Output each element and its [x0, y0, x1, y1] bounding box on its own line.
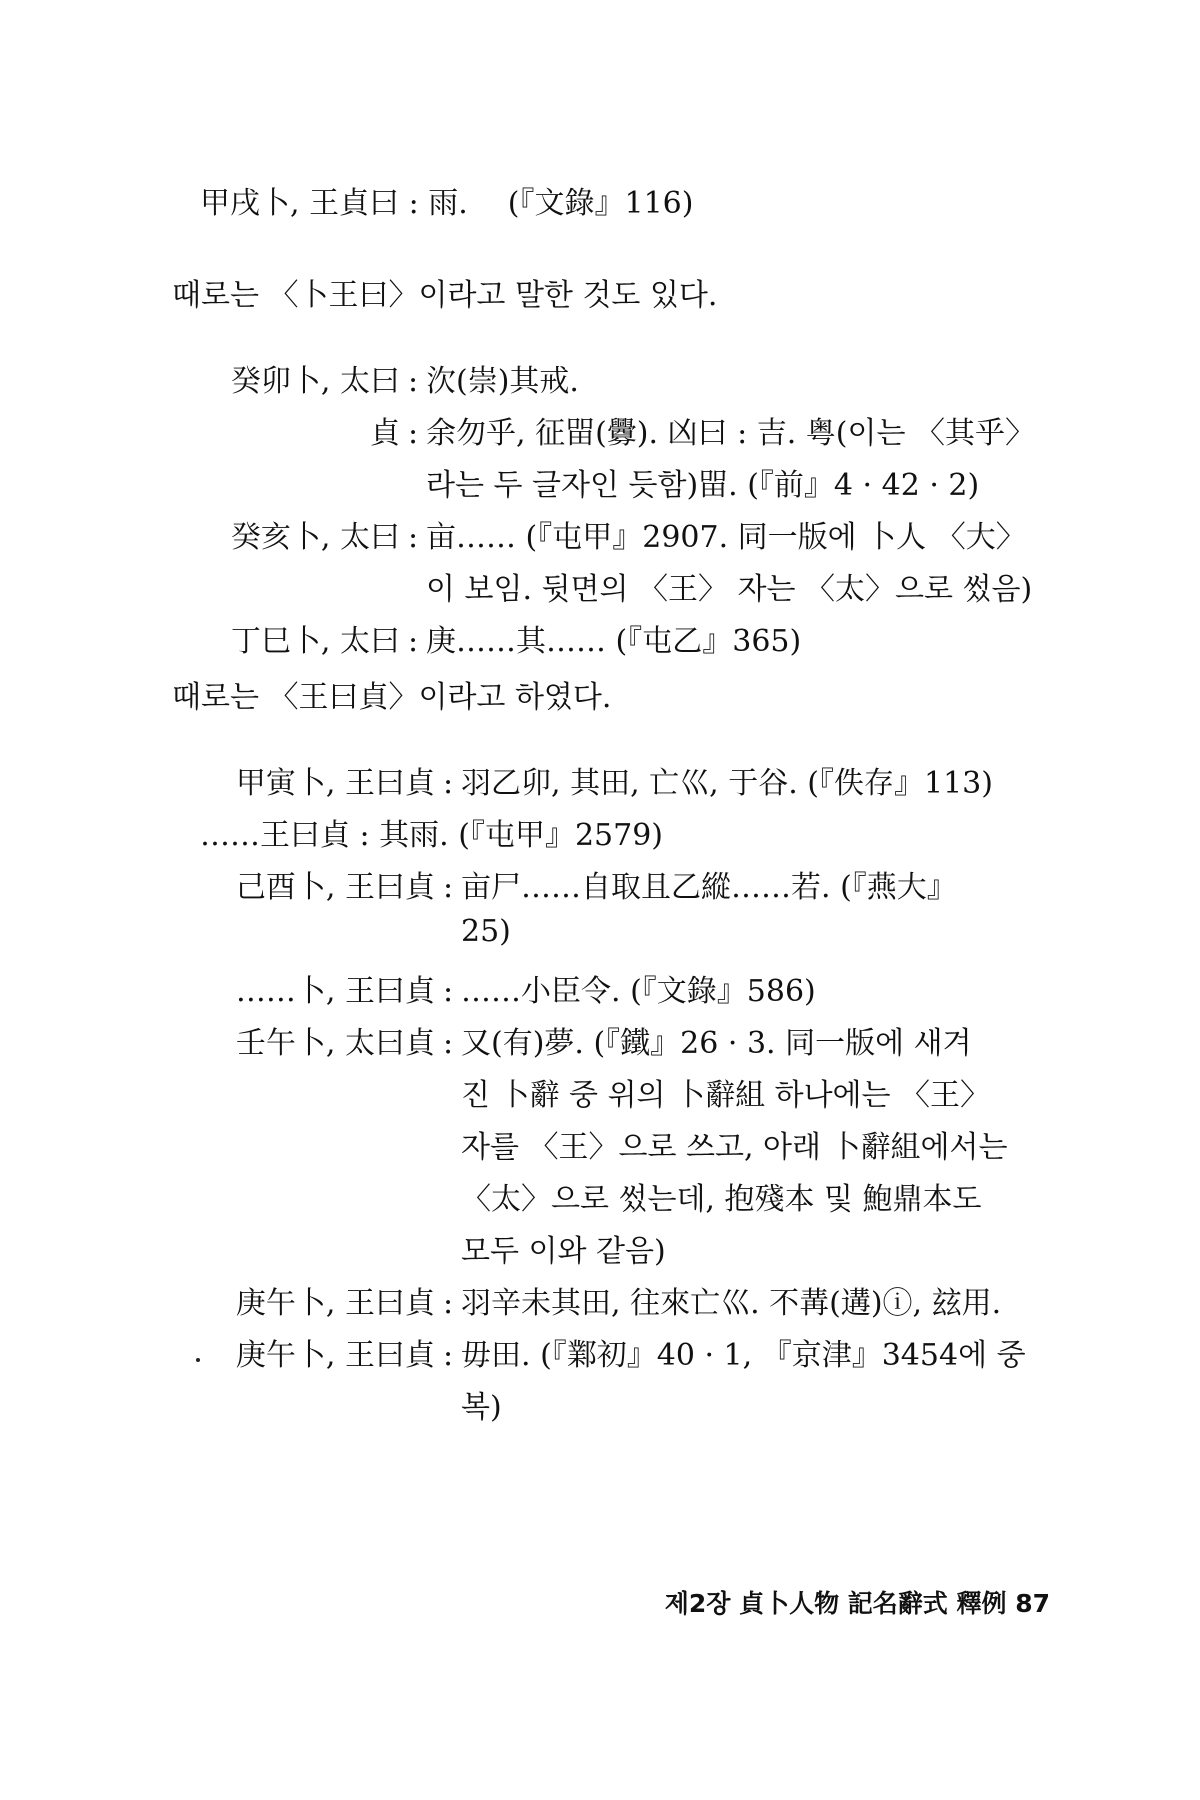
example-line [200, 810, 1060, 862]
diviner-label: 丁巳卜, 太曰 [230, 624, 400, 659]
diviner-label: 壬午卜, 太曰貞 [235, 1026, 435, 1061]
colon-separator: : [442, 870, 454, 905]
example-line [200, 1278, 1060, 1330]
continuation-line: 자를 〈王〉으로 쓰고, 아래 卜辭組에서는 [461, 1130, 1008, 1165]
example-text: 甲戌卜, 王貞曰 : 雨. [200, 186, 468, 221]
example-text: 羽乙卯, 其田, 亡巛, 于谷. (『佚存』113) [461, 766, 993, 801]
example-text: 庚……其…… (『屯乙』365) [426, 624, 802, 659]
example-line [200, 758, 1060, 810]
colon-separator: : [442, 974, 454, 1009]
continuation-line: 25) [461, 914, 511, 949]
colon-separator: : [407, 364, 419, 399]
diviner-label: 癸亥卜, 太曰 [230, 520, 400, 555]
colon-separator: : [442, 766, 454, 801]
example-line [200, 1330, 1060, 1382]
example-text: 㳄(崇)其戒. [426, 364, 579, 399]
example-text: 余勿乎, 征㽞(釁). 凶曰 : 吉. 粤(이는 〈其乎〉 [426, 416, 1036, 451]
continuation-line: 〈太〉으로 썼는데, 抱殘本 및 鮑鼎本도 [461, 1182, 982, 1217]
colon-separator: : [442, 1338, 454, 1373]
example-line [200, 408, 1060, 460]
diviner-label: 庚午卜, 王曰貞 [235, 1338, 435, 1373]
example-line [200, 616, 1060, 668]
paragraph: 때로는 〈卜王曰〉이라고 말한 것도 있다. [172, 278, 718, 313]
example-line [200, 966, 1060, 1018]
stray-dot [196, 1358, 200, 1362]
continuation-line: 라는 두 글자인 듯함)㽞. (『前』4 · 42 · 2) [426, 468, 980, 503]
example-text: 亩尸……自取且乙縱……若. (『燕大』 [461, 870, 957, 905]
continuation-line: 진 卜辭 중 위의 卜辭組 하나에는 〈王〉 [461, 1078, 991, 1113]
diviner-label: 貞 [370, 416, 400, 451]
example-line [200, 862, 1060, 914]
example-text: 羽辛未其田, 往來亡巛. 不冓(遘)ⓘ, 玆用. [461, 1286, 1002, 1321]
colon-separator: : [407, 520, 419, 555]
example-line [200, 512, 1060, 564]
diviner-label: ……卜, 王曰貞 [235, 974, 435, 1009]
example-line [200, 1018, 1060, 1070]
example-text: 亩…… (『屯甲』2907. 同一版에 卜人 〈大〉 [426, 520, 1026, 555]
colon-separator: : [442, 1286, 454, 1321]
diviner-label: 己酉卜, 王曰貞 [235, 870, 435, 905]
example-block-1 [200, 356, 1060, 668]
paragraph: 때로는 〈王曰貞〉이라고 하였다. [172, 680, 612, 715]
example-line [200, 178, 1060, 222]
page-footer: 제2장 貞卜人物 記名辭式 釋例 87 [664, 1589, 1050, 1618]
colon-separator: : [442, 1026, 454, 1061]
example-text: ……小臣令. (『文錄』586) [461, 974, 816, 1009]
diviner-label: 甲寅卜, 王曰貞 [235, 766, 435, 801]
example-text: ……王曰貞 : 其雨. (『屯甲』2579) [200, 818, 664, 853]
diviner-label: 癸卯卜, 太曰 [230, 364, 400, 399]
diviner-label: 庚午卜, 王曰貞 [235, 1286, 435, 1321]
source-reference: (『文錄』116) [507, 186, 694, 221]
example-block-2 [200, 758, 1060, 1434]
continuation-line: 모두 이와 같음) [461, 1234, 666, 1269]
colon-separator: : [407, 624, 419, 659]
colon-separator: : [407, 416, 419, 451]
continuation-line: 이 보임. 뒷면의 〈王〉 자는 〈太〉으로 썼음) [426, 572, 1033, 607]
continuation-line: 복) [461, 1390, 502, 1425]
example-line [200, 356, 1060, 408]
example-text: 毋田. (『鄴初』40 · 1, 『京津』3454에 중 [461, 1338, 1026, 1373]
example-text: 又(有)夢. (『鐵』26 · 3. 同一版에 새겨 [461, 1026, 972, 1061]
